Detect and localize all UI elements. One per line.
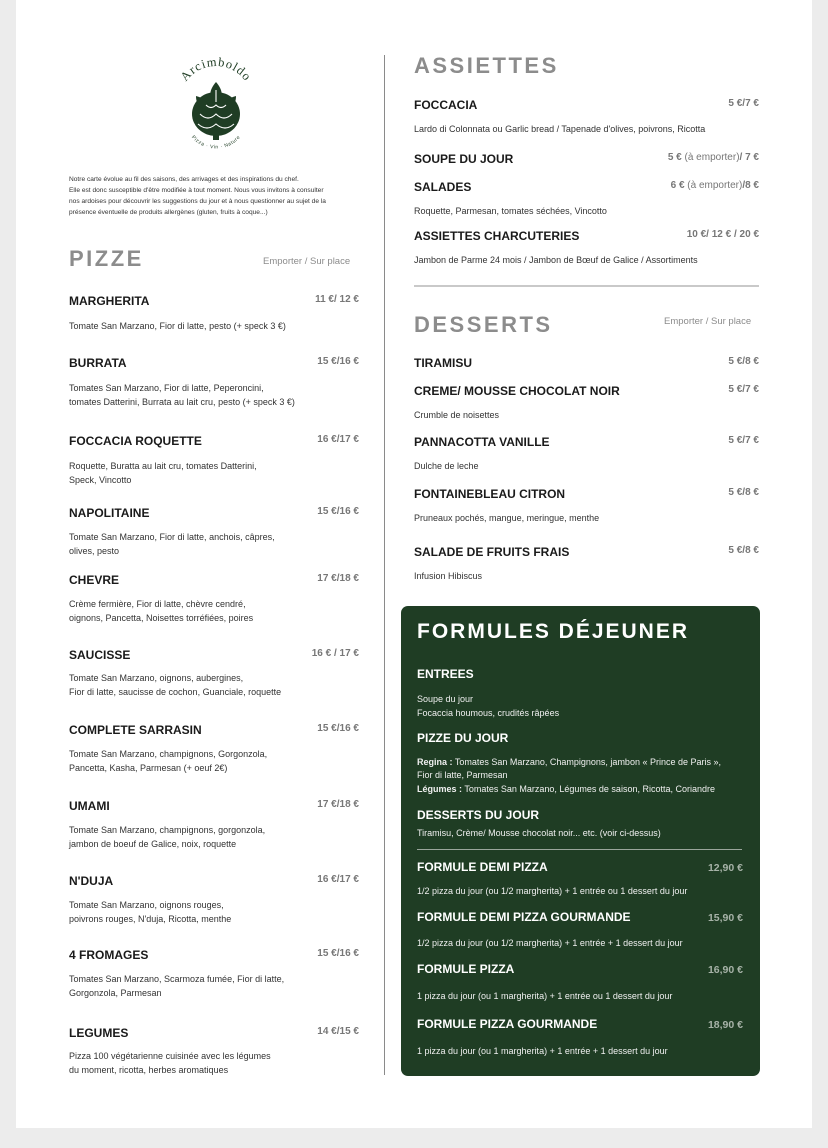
formule-price: 15,90 € — [707, 912, 743, 924]
intro-line: Notre carte évolue au fil des saisons, des arrivages et des inspirations du chef. — [69, 176, 299, 183]
pizze-subtitle: Emporter / Sur place — [263, 256, 351, 267]
intro-line: présence éventuelle de produits allergènes (gluten, fruits à coque...) — [69, 209, 268, 216]
desc-line: Tomates San Marzano, Scarmoza fumée, Fior di latte, — [69, 974, 285, 984]
desc-line: Crumble de noisettes — [414, 410, 500, 420]
item-description — [414, 511, 599, 525]
item-price: 15 €/16 € — [317, 723, 359, 734]
item-name: MARGHERITA — [69, 294, 150, 308]
entrees-line: Soupe du jour — [417, 694, 474, 704]
menu-intro — [69, 174, 369, 218]
formule-name: FORMULE PIZZA — [417, 962, 515, 976]
intro-line: nos ardoises pour découvrir les suggestions du jour et à nous questionner au sujet de la — [69, 198, 326, 205]
pizze-du-jour-title: PIZZE DU JOUR — [417, 731, 509, 745]
assiettes-title: ASSIETTES — [414, 53, 559, 78]
arcimboldo-logo — [166, 52, 266, 160]
item-name: SAUCISSE — [69, 648, 131, 662]
item-price: 17 €/18 € — [317, 573, 359, 584]
brand-tagline: Pizza · Vin · Nature — [190, 134, 242, 151]
item-price — [671, 180, 759, 191]
desc-line: Crème fermière, Fior di latte, chèvre cendré, — [69, 599, 246, 609]
section-divider — [414, 285, 759, 287]
item-price: 5 €/8 € — [728, 545, 759, 556]
item-price: 16 €/17 € — [317, 434, 359, 445]
item-description — [414, 122, 705, 136]
desc-line: Pizza 100 végétarienne cuisinée avec les légumes — [69, 1051, 271, 1061]
desc-line: jambon de boeuf de Galice, noix, roquette — [69, 839, 237, 849]
desc-line: tomates Datterini, Burrata au lait cru, pesto (+ speck 3 €) — [69, 397, 295, 407]
item-description — [69, 898, 231, 926]
item-description — [414, 408, 499, 422]
formules-divider — [417, 849, 742, 850]
item-price: 17 €/18 € — [317, 799, 359, 810]
item-name: N'DUJA — [69, 874, 114, 888]
desc-line: poivrons rouges, N'duja, Ricotta, menthe — [69, 914, 232, 924]
formule-desc: 1/2 pizza du jour (ou 1/2 margherita) + 1 entrée + 1 dessert du jour — [417, 938, 683, 948]
item-price: 15 €/16 € — [317, 948, 359, 959]
item-name: CHEVRE — [69, 573, 120, 587]
item-description — [69, 530, 275, 558]
item-name: UMAMI — [69, 799, 110, 813]
item-name: PANNACOTTA VANILLE — [414, 435, 550, 449]
regina-line-2: Fior di latte, Parmesan — [417, 770, 508, 780]
price-main: 5 € — [667, 152, 682, 163]
regina-text: Tomates San Marzano, Champignons, jambon « Prince de Paris », — [452, 757, 721, 767]
legumes-line — [417, 782, 715, 796]
legumes-label: Légumes : — [417, 784, 463, 794]
menu-page — [16, 0, 812, 1128]
item-price: 15 €/16 € — [317, 356, 359, 367]
entrees-title: ENTREES — [417, 667, 474, 681]
desc-line: Pancetta, Kasha, Parmesan (+ oeuf 2€) — [69, 763, 228, 773]
item-name: LEGUMES — [69, 1026, 129, 1040]
item-name: ASSIETTES CHARCUTERIES — [414, 229, 580, 243]
formule-name: FORMULE DEMI PIZZA GOURMANDE — [417, 910, 631, 924]
desc-line: Jambon de Parme 24 mois / Jambon de Bœuf de Galice / Assortiments — [414, 255, 698, 265]
price-end: /8 € — [742, 180, 759, 191]
item-price: 5 €/7 € — [728, 98, 759, 109]
desserts-subtitle: Emporter / Sur place — [664, 316, 752, 327]
desc-line: Tomate San Marzano, oignons rouges, — [69, 900, 224, 910]
item-name: SALADES — [414, 180, 472, 194]
desc-line: Tomates San Marzano, Fior di latte, Peperoncini, — [69, 383, 264, 393]
legumes-text: Tomates San Marzano, Légumes de saison, Ricotta, Coriandre — [462, 784, 715, 794]
item-price — [668, 152, 759, 163]
item-name: CREME/ MOUSSE CHOCOLAT NOIR — [414, 384, 620, 398]
desc-line: Tomate San Marzano, champignons, Gorgonzola, — [69, 749, 268, 759]
item-description — [69, 747, 267, 775]
item-description — [414, 459, 479, 473]
price-main: 6 € — [670, 180, 685, 191]
item-name: FOCCACIA — [414, 98, 478, 112]
formule-desc: 1/2 pizza du jour (ou 1/2 margherita) + 1 entrée ou 1 dessert du jour — [417, 886, 688, 896]
item-description — [69, 671, 281, 699]
item-name: BURRATA — [69, 356, 127, 370]
price-end: / 7 € — [739, 152, 759, 163]
item-price: 5 €/8 € — [728, 356, 759, 367]
desc-line: Gorgonzola, Parmesan — [69, 988, 162, 998]
formule-price: 12,90 € — [707, 862, 743, 874]
item-description — [69, 972, 284, 1000]
pizze-title: PIZZE — [69, 246, 144, 271]
desc-line: Tomate San Marzano, Fior di latte, pesto (+ speck 3 €) — [69, 321, 286, 331]
desc-line: Roquette, Buratta au lait cru, tomates Datterini, — [69, 461, 257, 471]
item-name: NAPOLITAINE — [69, 506, 150, 520]
regina-label: Regina : — [417, 757, 453, 767]
item-description — [414, 253, 698, 267]
item-name: SOUPE DU JOUR — [414, 152, 514, 166]
desc-line: Pruneaux pochés, mangue, meringue, menthe — [414, 513, 600, 523]
item-price: 16 € / 17 € — [311, 648, 359, 659]
desc-line: Tomate San Marzano, oignons, aubergines, — [69, 673, 244, 683]
item-price: 11 €/ 12 € — [315, 294, 359, 305]
item-price: 10 €/ 12 € / 20 € — [686, 229, 759, 240]
price-note: (à emporter) — [681, 152, 740, 163]
item-description — [414, 569, 482, 583]
svg-text:Arcimboldo — [178, 55, 255, 84]
desc-line: Speck, Vincotto — [69, 475, 132, 485]
price-note: (à emporter) — [684, 180, 743, 191]
item-description — [414, 204, 607, 218]
formules-title: FORMULES DÉJEUNER — [417, 620, 690, 643]
item-name: COMPLETE SARRASIN — [69, 723, 202, 737]
desserts-du-jour-line: Tiramisu, Crème/ Mousse chocolat noir... etc. (voir ci-dessus) — [417, 828, 661, 838]
desc-line: Tomate San Marzano, champignons, gorgonzola, — [69, 825, 266, 835]
item-price: 16 €/17 € — [317, 874, 359, 885]
item-description — [69, 459, 257, 487]
desc-line: Tomate San Marzano, Fior di latte, anchois, câpres, — [69, 532, 275, 542]
item-name: FONTAINEBLEAU CITRON — [414, 487, 566, 501]
desc-line: Dulche de leche — [414, 461, 479, 471]
intro-line: Elle est donc susceptible d'être modifiée à tout moment. Nous vous invitons à consulter — [69, 187, 324, 194]
desc-line: Lardo di Colonnata ou Garlic bread / Tapenade d'olives, poivrons, Ricotta — [414, 124, 706, 134]
desc-line: Infusion Hibiscus — [414, 571, 483, 581]
column-divider — [384, 55, 385, 1075]
desserts-title: DESSERTS — [414, 312, 553, 337]
item-name: FOCCACIA ROQUETTE — [69, 434, 202, 448]
formule-price: 18,90 € — [707, 1019, 743, 1031]
artichoke-icon — [166, 52, 266, 160]
item-price: 5 €/7 € — [728, 384, 759, 395]
desc-line: Roquette, Parmesan, tomates séchées, Vincotto — [414, 206, 607, 216]
formule-name: FORMULE PIZZA GOURMANDE — [417, 1017, 598, 1031]
item-name: TIRAMISU — [414, 356, 472, 370]
brand-name: Arcimboldo — [177, 54, 255, 84]
formule-name: FORMULE DEMI PIZZA — [417, 860, 548, 874]
formule-desc: 1 pizza du jour (ou 1 margherita) + 1 entrée + 1 dessert du jour — [417, 1046, 668, 1056]
item-description — [69, 1049, 271, 1077]
item-description — [69, 597, 253, 625]
desc-line: du moment, ricotta, herbes aromatiques — [69, 1065, 229, 1075]
item-description — [69, 319, 286, 333]
formules-dejeuner-box — [401, 606, 760, 1076]
entrees-line: Focaccia houmous, crudités râpées — [417, 708, 560, 718]
desserts-du-jour-title: DESSERTS DU JOUR — [417, 808, 540, 822]
regina-line — [417, 755, 721, 769]
item-price: 5 €/7 € — [728, 435, 759, 446]
desc-line: Fior di latte, saucisse de cochon, Guanciale, roquette — [69, 687, 282, 697]
item-price: 15 €/16 € — [317, 506, 359, 517]
item-description — [69, 823, 265, 851]
item-price: 5 €/8 € — [728, 487, 759, 498]
formule-price: 16,90 € — [707, 964, 743, 976]
desc-line: oignons, Pancetta, Noisettes torréfiées, poires — [69, 613, 254, 623]
item-name: SALADE DE FRUITS FRAIS — [414, 545, 570, 559]
desc-line: olives, pesto — [69, 546, 120, 556]
item-name: 4 FROMAGES — [69, 948, 149, 962]
item-price: 14 €/15 € — [317, 1026, 359, 1037]
item-description — [69, 381, 295, 409]
formule-desc: 1 pizza du jour (ou 1 margherita) + 1 entrée ou 1 dessert du jour — [417, 991, 673, 1001]
